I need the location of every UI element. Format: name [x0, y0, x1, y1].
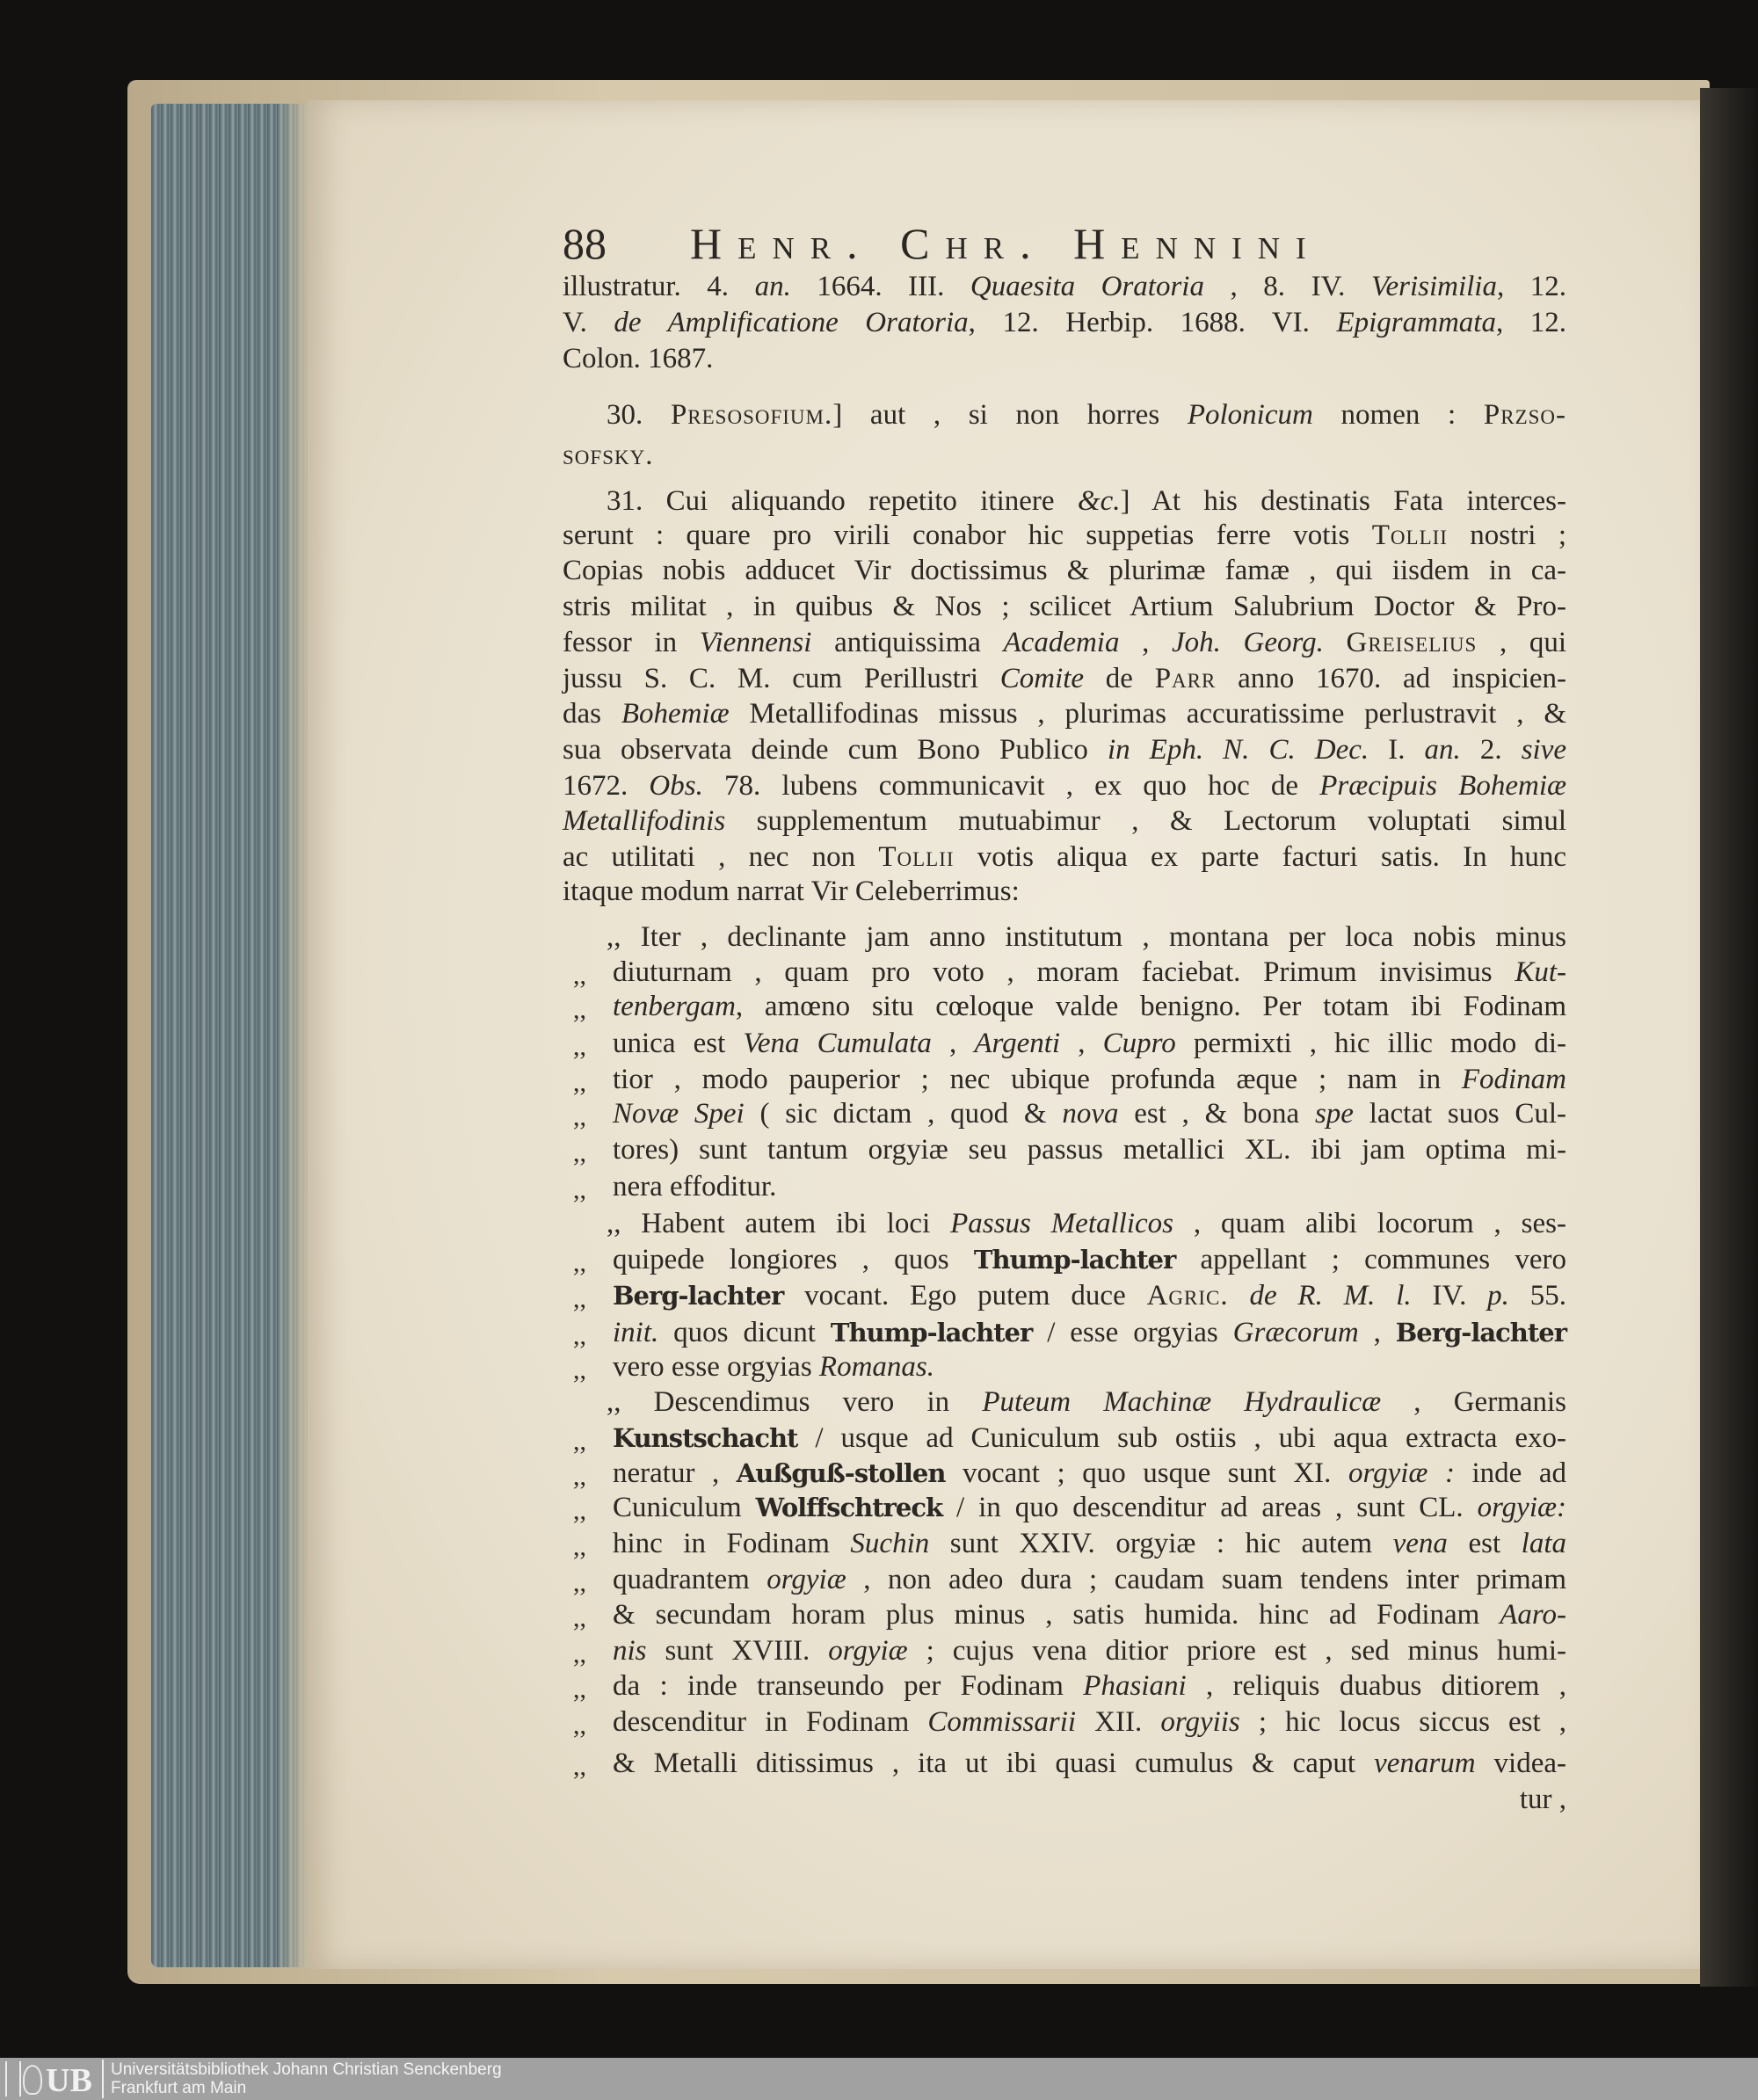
text-run: / in quo descenditur ad areas , sunt CL.: [942, 1492, 1478, 1523]
italic-text: sive: [1521, 734, 1566, 766]
text-run: 30.: [607, 399, 671, 431]
text-line: [613, 1488, 1566, 1527]
italic-text: Passus Metallicos: [950, 1208, 1173, 1239]
italic-text: &c.: [1077, 485, 1121, 517]
text-run: & Metalli ditissimus , ita ut ibi quasi cumulus & caput: [613, 1748, 1375, 1779]
institution-name: Universitätsbibliothek Johann Christian Senckenberg: [111, 2060, 502, 2079]
page-number: 88: [563, 219, 607, 268]
blackletter-text: Berg-lachter: [613, 1281, 784, 1311]
italic-text: Aaro-: [1500, 1599, 1566, 1631]
blackletter-text: Thump-lachter: [830, 1318, 1033, 1348]
text-run: ; cujus vena ditior priore est , sed minus humi-: [907, 1635, 1566, 1667]
running-head-title: Henr. Chr. Hennini: [690, 219, 1322, 268]
margin-quote-mark: ,,: [573, 1462, 586, 1491]
text-line: [563, 1780, 1566, 1819]
blackletter-text: Wolffschtreck: [755, 1493, 943, 1522]
text-run: 78. lubens communicavit , ex quo hoc de: [702, 770, 1320, 802]
margin-quote-mark: ,,: [573, 1284, 586, 1313]
text-run: votis aliqua ex parte facturi satis. In hunc: [954, 841, 1566, 873]
italic-text: orgyiæ :: [1348, 1457, 1455, 1489]
text-run: da : inde transeundo per Fodinam: [613, 1670, 1084, 1702]
italic-text: Phasiani: [1083, 1670, 1187, 1702]
italic-text: an.: [754, 271, 791, 302]
text-line: [563, 339, 1566, 378]
italic-text: Comite: [999, 663, 1085, 694]
italic-text: Obs.: [649, 770, 703, 802]
text-run: Copias nobis adducet Vir doctissimus & plurimæ famæ , qui iisdem in ca-: [563, 555, 1566, 586]
text-run: jussu S. C. M. cum Perillustri: [563, 663, 1000, 694]
text-line: [563, 516, 1566, 555]
text-line: [613, 1348, 1566, 1386]
text-run: / usque ad Cuniculum sub ostiis , ubi aqua extracta exo-: [797, 1422, 1566, 1454]
text-run: I.: [1369, 734, 1425, 766]
text-run: 2.: [1460, 734, 1522, 766]
text-line: [563, 587, 1566, 626]
margin-quote-mark: ,,: [573, 1355, 586, 1384]
library-logo: [4, 2060, 104, 2098]
blackletter-text: Kunstschacht: [613, 1423, 798, 1453]
text-run: itaque modum narrat Vir Celeberrimus:: [563, 876, 1020, 907]
text-run: anno 1670. ad inspicien-: [1216, 663, 1566, 694]
text-run: nostri ;: [1447, 520, 1567, 551]
margin-quote-mark: ,,: [573, 995, 586, 1024]
margin-quote-mark: ,,: [573, 1639, 586, 1668]
small-caps-text: Tollii: [1371, 520, 1448, 551]
text-run: ,: [1060, 1028, 1103, 1059]
text-run: sunt XXIV. orgyiæ : hic autem: [929, 1528, 1393, 1559]
text-line: [613, 1419, 1566, 1457]
text-line: [563, 482, 1566, 520]
text-run: descenditur in Fodinam: [613, 1706, 928, 1738]
text-run: tores) sunt tantum orgyiæ seu passus metallici XL. ibi jam optima mi-: [613, 1134, 1566, 1166]
margin-quote-mark: ,,: [573, 1711, 586, 1740]
text-run: tior , modo pauperior ; nec ubique profunda æque ; nam in: [613, 1064, 1462, 1095]
text-line: [563, 767, 1566, 805]
small-caps-text: Presosofium.: [670, 399, 833, 431]
text-run: & secundam horam plus minus , satis humida. hinc ad Fodinam: [613, 1599, 1500, 1631]
text-run: , 8. IV.: [1203, 271, 1371, 302]
page-block-edges: [151, 104, 311, 1967]
text-line: [613, 1703, 1566, 1741]
text-line: [563, 802, 1566, 840]
text-line: [613, 1560, 1566, 1599]
text-run: das: [563, 698, 621, 730]
text-run: , Germanis: [1381, 1386, 1567, 1418]
italic-text: Kut-: [1515, 956, 1566, 988]
text-run: XII.: [1076, 1706, 1161, 1738]
margin-quote-mark: ,,: [573, 1321, 586, 1350]
italic-text: Commissarii: [927, 1706, 1077, 1738]
text-run: ] aut , si non horres: [832, 399, 1188, 431]
italic-text: init.: [613, 1317, 659, 1348]
italic-text: nova: [1062, 1098, 1119, 1130]
blackletter-text: Außguß-stollen: [736, 1458, 946, 1488]
text-line: [563, 623, 1566, 662]
small-caps-text: Przso-: [1483, 399, 1567, 431]
text-run: ac utilitati , nec non: [563, 841, 879, 873]
italic-text: Romanas.: [818, 1351, 935, 1383]
text-run: supplementum mutuabimur , & Lectorum voluptati simul: [725, 805, 1566, 837]
library-footer-bar: [0, 2058, 1758, 2100]
small-caps-text: Greiselius: [1346, 627, 1478, 658]
margin-quote-mark: ,,: [573, 1248, 586, 1277]
text-line: [613, 1313, 1566, 1352]
text-run: fessor in: [563, 627, 700, 658]
text-line: [613, 1060, 1566, 1099]
text-run: [1324, 627, 1347, 658]
text-run: , amœno situ cœloque valde benigno. Per totam ibi Fodinam: [735, 991, 1566, 1022]
italic-text: lata: [1521, 1528, 1566, 1559]
text-run: / esse orgyias: [1032, 1317, 1233, 1348]
text-run: illustratur. 4.: [563, 271, 755, 302]
italic-text: p.: [1487, 1280, 1509, 1312]
italic-text: Bohemiæ: [621, 698, 730, 730]
text-run: ,, Habent autem ibi loci: [607, 1208, 951, 1239]
running-header: [563, 218, 1442, 271]
text-line: [613, 1240, 1566, 1279]
italic-text: in Eph. N. C. Dec.: [1107, 734, 1369, 766]
text-run: 31. Cui aliquando repetito itinere: [607, 485, 1078, 517]
text-run: , qui: [1477, 627, 1567, 658]
text-run: 1664. III.: [790, 271, 970, 302]
text-run: ( sic dictam , quod &: [744, 1098, 1063, 1130]
italic-text: Metallifodinis: [563, 805, 726, 837]
margin-quote-mark: ,,: [573, 1068, 586, 1097]
italic-text: Argenti: [974, 1028, 1061, 1059]
margin-quote-mark: ,,: [573, 1032, 586, 1061]
text-run: Metallifodinas missus , plurimas accuratissime perlustravit , &: [729, 698, 1566, 730]
text-line: [563, 436, 1566, 475]
text-line: [613, 1167, 1566, 1206]
italic-text: Fodinam: [1461, 1064, 1566, 1095]
margin-quote-mark: ,,: [573, 1603, 586, 1632]
text-run: , quam alibi locorum , ses-: [1173, 1208, 1566, 1239]
text-run: 55.: [1508, 1280, 1567, 1312]
small-caps-text: Tollii: [878, 841, 955, 873]
text-line: [613, 1024, 1566, 1063]
text-line: [613, 1631, 1566, 1670]
text-run: est , & bona: [1118, 1098, 1315, 1130]
italic-text: de R. M. l.: [1249, 1280, 1412, 1312]
logo-text: UB: [46, 2062, 92, 2099]
text-run: , reliquis duabus ditiorem ,: [1186, 1670, 1566, 1702]
italic-text: Puteum Machinæ Hydraulicæ: [982, 1386, 1382, 1418]
text-line: [563, 838, 1566, 876]
text-run: ,, Iter , declinante jam anno institutum , montana per loca nobis minus: [607, 921, 1566, 953]
text-run: sua observata deinde cum Bono Publico: [563, 734, 1108, 766]
italic-text: Joh. Georg.: [1171, 627, 1324, 658]
italic-text: Polonicum: [1187, 399, 1313, 431]
text-run: permixti , hic illic modo di-: [1175, 1028, 1566, 1059]
margin-quote-mark: ,,: [573, 961, 586, 990]
text-run: hinc in Fodinam: [613, 1528, 851, 1559]
text-run: antiquissima: [811, 627, 1004, 658]
text-run: vocant. Ego putem duce: [783, 1280, 1147, 1312]
text-run: appellant ; communes vero: [1175, 1244, 1566, 1275]
text-run: 1672.: [563, 770, 650, 802]
italic-text: Præcipuis Bohemiæ: [1319, 770, 1567, 802]
text-run: quos dicunt: [658, 1317, 831, 1348]
margin-quote-mark: ,,: [573, 1138, 586, 1167]
text-run: ,: [1358, 1317, 1396, 1348]
margin-quote-mark: ,,: [573, 1568, 586, 1597]
text-line: [563, 551, 1566, 590]
text-line: [613, 1130, 1566, 1169]
text-line: [563, 918, 1566, 956]
text-run: ,: [1119, 627, 1172, 658]
margin-quote-mark: ,,: [573, 1175, 586, 1204]
text-line: [563, 396, 1566, 434]
text-line: [613, 953, 1566, 992]
text-run: Cuniculum: [613, 1492, 756, 1523]
italic-text: orgyiæ:: [1477, 1492, 1566, 1523]
text-line: [563, 659, 1566, 698]
italic-text: Academia: [1003, 627, 1120, 658]
italic-text: de Amplificatione Oratoria: [614, 307, 969, 338]
italic-text: Epigrammata: [1336, 307, 1496, 338]
italic-text: vena: [1392, 1528, 1448, 1559]
text-run: est: [1447, 1528, 1522, 1559]
text-run: neratur ,: [613, 1457, 737, 1489]
italic-text: Cupro: [1102, 1028, 1176, 1059]
italic-text: Viennensi: [699, 627, 812, 658]
small-caps-text: Agric.: [1146, 1280, 1229, 1312]
italic-text: orgyiis: [1160, 1706, 1240, 1738]
text-line: [613, 1667, 1566, 1705]
small-caps-text: Parr: [1154, 663, 1217, 694]
text-line: [563, 1383, 1566, 1421]
text-line: [563, 303, 1566, 342]
text-line: [613, 1276, 1566, 1315]
text-run: IV.: [1411, 1280, 1488, 1312]
text-line: [613, 1595, 1566, 1634]
institution-city: Frankfurt am Main: [111, 2079, 247, 2097]
text-run: ,: [931, 1028, 975, 1059]
facing-page-shadow: [1700, 88, 1758, 1987]
text-run: ] At his destinatis Fata interces-: [1120, 485, 1566, 517]
library-name: [111, 2060, 502, 2097]
blackletter-text: Berg-lachter: [1395, 1318, 1567, 1348]
text-run: sunt XVIII.: [646, 1635, 829, 1667]
margin-quote-mark: ,,: [573, 1752, 586, 1781]
small-caps-text: sofsky.: [563, 440, 654, 471]
italic-text: venarum: [1374, 1748, 1476, 1779]
text-run: vocant ; quo usque sunt XI.: [945, 1457, 1348, 1489]
blackletter-text: Thump-lachter: [973, 1245, 1176, 1275]
italic-text: Suchin: [850, 1528, 930, 1559]
text-line: [563, 267, 1566, 306]
text-run: vero esse orgyias: [613, 1351, 819, 1383]
text-run: quipede longiores , quos: [613, 1244, 974, 1275]
text-run: videa-: [1475, 1748, 1567, 1779]
text-run: , 12.: [1496, 271, 1567, 302]
text-run: serunt : quare pro virili conabor hic suppetias ferre votis: [563, 520, 1372, 551]
text-line: [613, 1094, 1566, 1133]
text-run: V.: [563, 307, 614, 338]
text-line: [563, 1204, 1566, 1243]
text-line: [563, 730, 1566, 769]
italic-text: Vena Cumulata: [743, 1028, 932, 1059]
text-line: [613, 987, 1566, 1026]
italic-text: tenbergam: [613, 991, 736, 1022]
italic-text: an.: [1424, 734, 1461, 766]
text-run: stris militat , in quibus & Nos ; scilicet Artium Salubrium Doctor & Pro-: [563, 591, 1566, 622]
column-icon: [5, 2061, 21, 2096]
italic-text: Quaesita Oratoria: [970, 271, 1204, 302]
text-run: [1229, 1280, 1250, 1312]
italic-text: nis: [613, 1635, 647, 1667]
text-run: lactat suos Cul-: [1353, 1098, 1566, 1130]
text-run: diuturnam , quam pro voto , moram faciebat. Primum invisimus: [613, 956, 1515, 988]
text-run: , 12. Herbip. 1688. VI.: [968, 307, 1337, 338]
text-line: [613, 1524, 1566, 1563]
text-run: nera effoditur.: [613, 1171, 777, 1203]
italic-text: Verisimilia: [1370, 271, 1497, 302]
margin-quote-mark: ,,: [573, 1675, 586, 1704]
text-run: , non adeo dura ; caudam suam tendens inter primam: [846, 1564, 1566, 1595]
text-line: [613, 1744, 1566, 1783]
portrait-icon: [23, 2065, 42, 2095]
margin-quote-mark: ,,: [573, 1496, 586, 1525]
text-run: nomen :: [1312, 399, 1484, 431]
italic-text: Novæ Spei: [613, 1098, 745, 1130]
margin-quote-mark: ,,: [573, 1102, 586, 1131]
text-line: [563, 694, 1566, 733]
text-run: de: [1084, 663, 1155, 694]
text-run: ; hic locus siccus est ,: [1239, 1706, 1566, 1738]
text-line: [563, 872, 1566, 911]
text-line: [613, 1454, 1566, 1493]
text-run: ,, Descendimus vero in: [607, 1386, 983, 1418]
text-run: Colon. 1687.: [563, 343, 714, 374]
margin-quote-mark: ,,: [573, 1427, 586, 1456]
text-run: quadrantem: [613, 1564, 767, 1595]
italic-text: Græcorum: [1232, 1317, 1359, 1348]
text-run: inde ad: [1454, 1457, 1566, 1489]
italic-text: orgyiæ: [766, 1564, 846, 1595]
text-run: tur ,: [1519, 1784, 1566, 1815]
italic-text: orgyiæ: [828, 1635, 908, 1667]
text-run: , 12.: [1495, 307, 1567, 338]
italic-text: spe: [1314, 1098, 1354, 1130]
margin-quote-mark: ,,: [573, 1532, 586, 1561]
text-run: unica est: [613, 1028, 744, 1059]
